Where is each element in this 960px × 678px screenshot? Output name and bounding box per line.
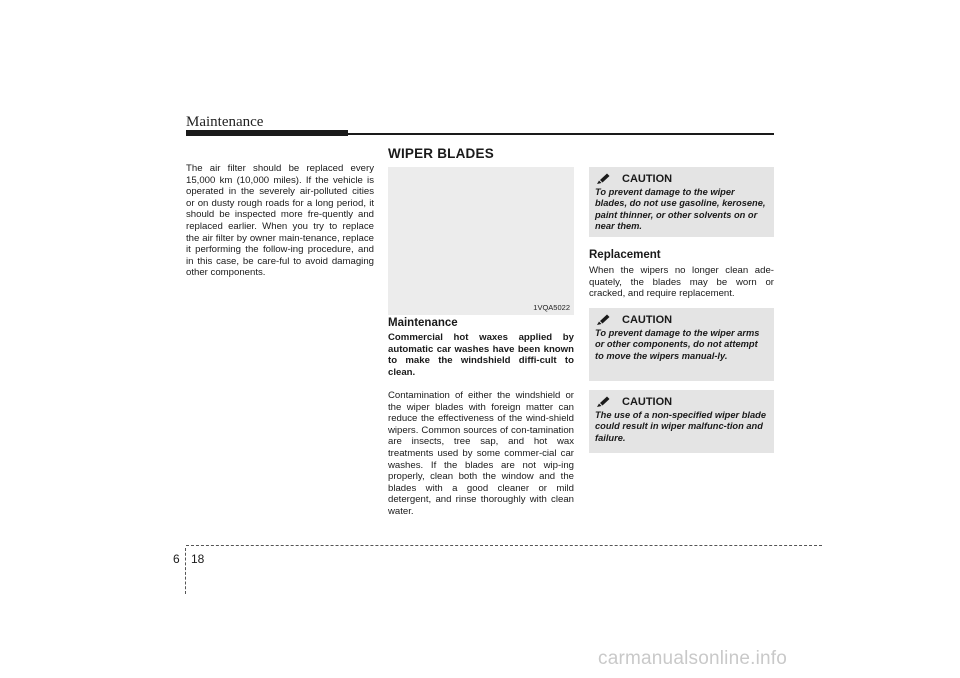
wiper-blades-title: WIPER BLADES — [388, 146, 494, 161]
caution-label: CAUTION — [622, 396, 673, 408]
maintenance-paragraph: Contamination of either the windshield or the wiper blades with foreign matter can reduce the effectiveness of the wind-shield wipers. Common sources of con-tamination are insects, tree sap, and hot wax treatments used by some commer-cial car washes. If the blades are not wip-ing properly, clean both the window and the blades with a good cleaner or mild detergent, and rinse thoroughly with clean water. — [388, 390, 574, 517]
air-filter-paragraph: The air filter should be replaced every 15,000 km (10,000 miles). If the vehicle is operated in the severely air-polluted cities or on dusty rough roads for a long period, it should be inspected more fre-quently and replaced earlier. When you try to replace the air filter by owner main-tenance, replace it performing the follow-ing procedure, and in this case, be care-ful to avoid damaging other components. — [186, 163, 374, 279]
header-rule-thick — [186, 130, 348, 136]
caution-box-1 — [589, 167, 774, 237]
maintenance-note: Commercial hot waxes applied by automatic car washes have been known to make the windshield diffi-cult to clean. — [388, 332, 574, 378]
caution-pencil-icon — [596, 173, 610, 185]
caution-box-2 — [589, 308, 774, 381]
replacement-paragraph: When the wipers no longer clean ade-quately, the blades may be worn or cracked, and require replacement. — [589, 265, 774, 300]
page-section-title: Maintenance — [186, 114, 264, 130]
caution-pencil-icon — [596, 396, 610, 408]
figure-code: 1VQA5022 — [533, 303, 570, 312]
maintenance-heading: Maintenance — [388, 317, 458, 329]
footer-rule — [186, 545, 822, 546]
page-number: 18 — [191, 552, 205, 566]
wiper-figure — [388, 167, 574, 315]
caution-label: CAUTION — [622, 314, 673, 326]
replacement-heading: Replacement — [589, 249, 661, 261]
footer-divider — [185, 548, 186, 594]
caution-label: CAUTION — [622, 173, 673, 185]
watermark: carmanualsonline.info — [598, 648, 788, 669]
caution-text: The use of a non-specified wiper blade could result in wiper malfunc-tion and failure. — [595, 410, 766, 443]
caution-box-3 — [589, 390, 774, 453]
caution-pencil-icon — [596, 314, 610, 326]
caution-text: To prevent damage to the wiper arms or other components, do not attempt to move the wipers manual-ly. — [595, 328, 760, 361]
header-rule-thin — [348, 133, 774, 135]
caution-text: To prevent damage to the wiper blades, do not use gasoline, kerosene, paint thinner, or other solvents on or near them. — [595, 187, 766, 232]
chapter-number: 6 — [173, 552, 180, 566]
